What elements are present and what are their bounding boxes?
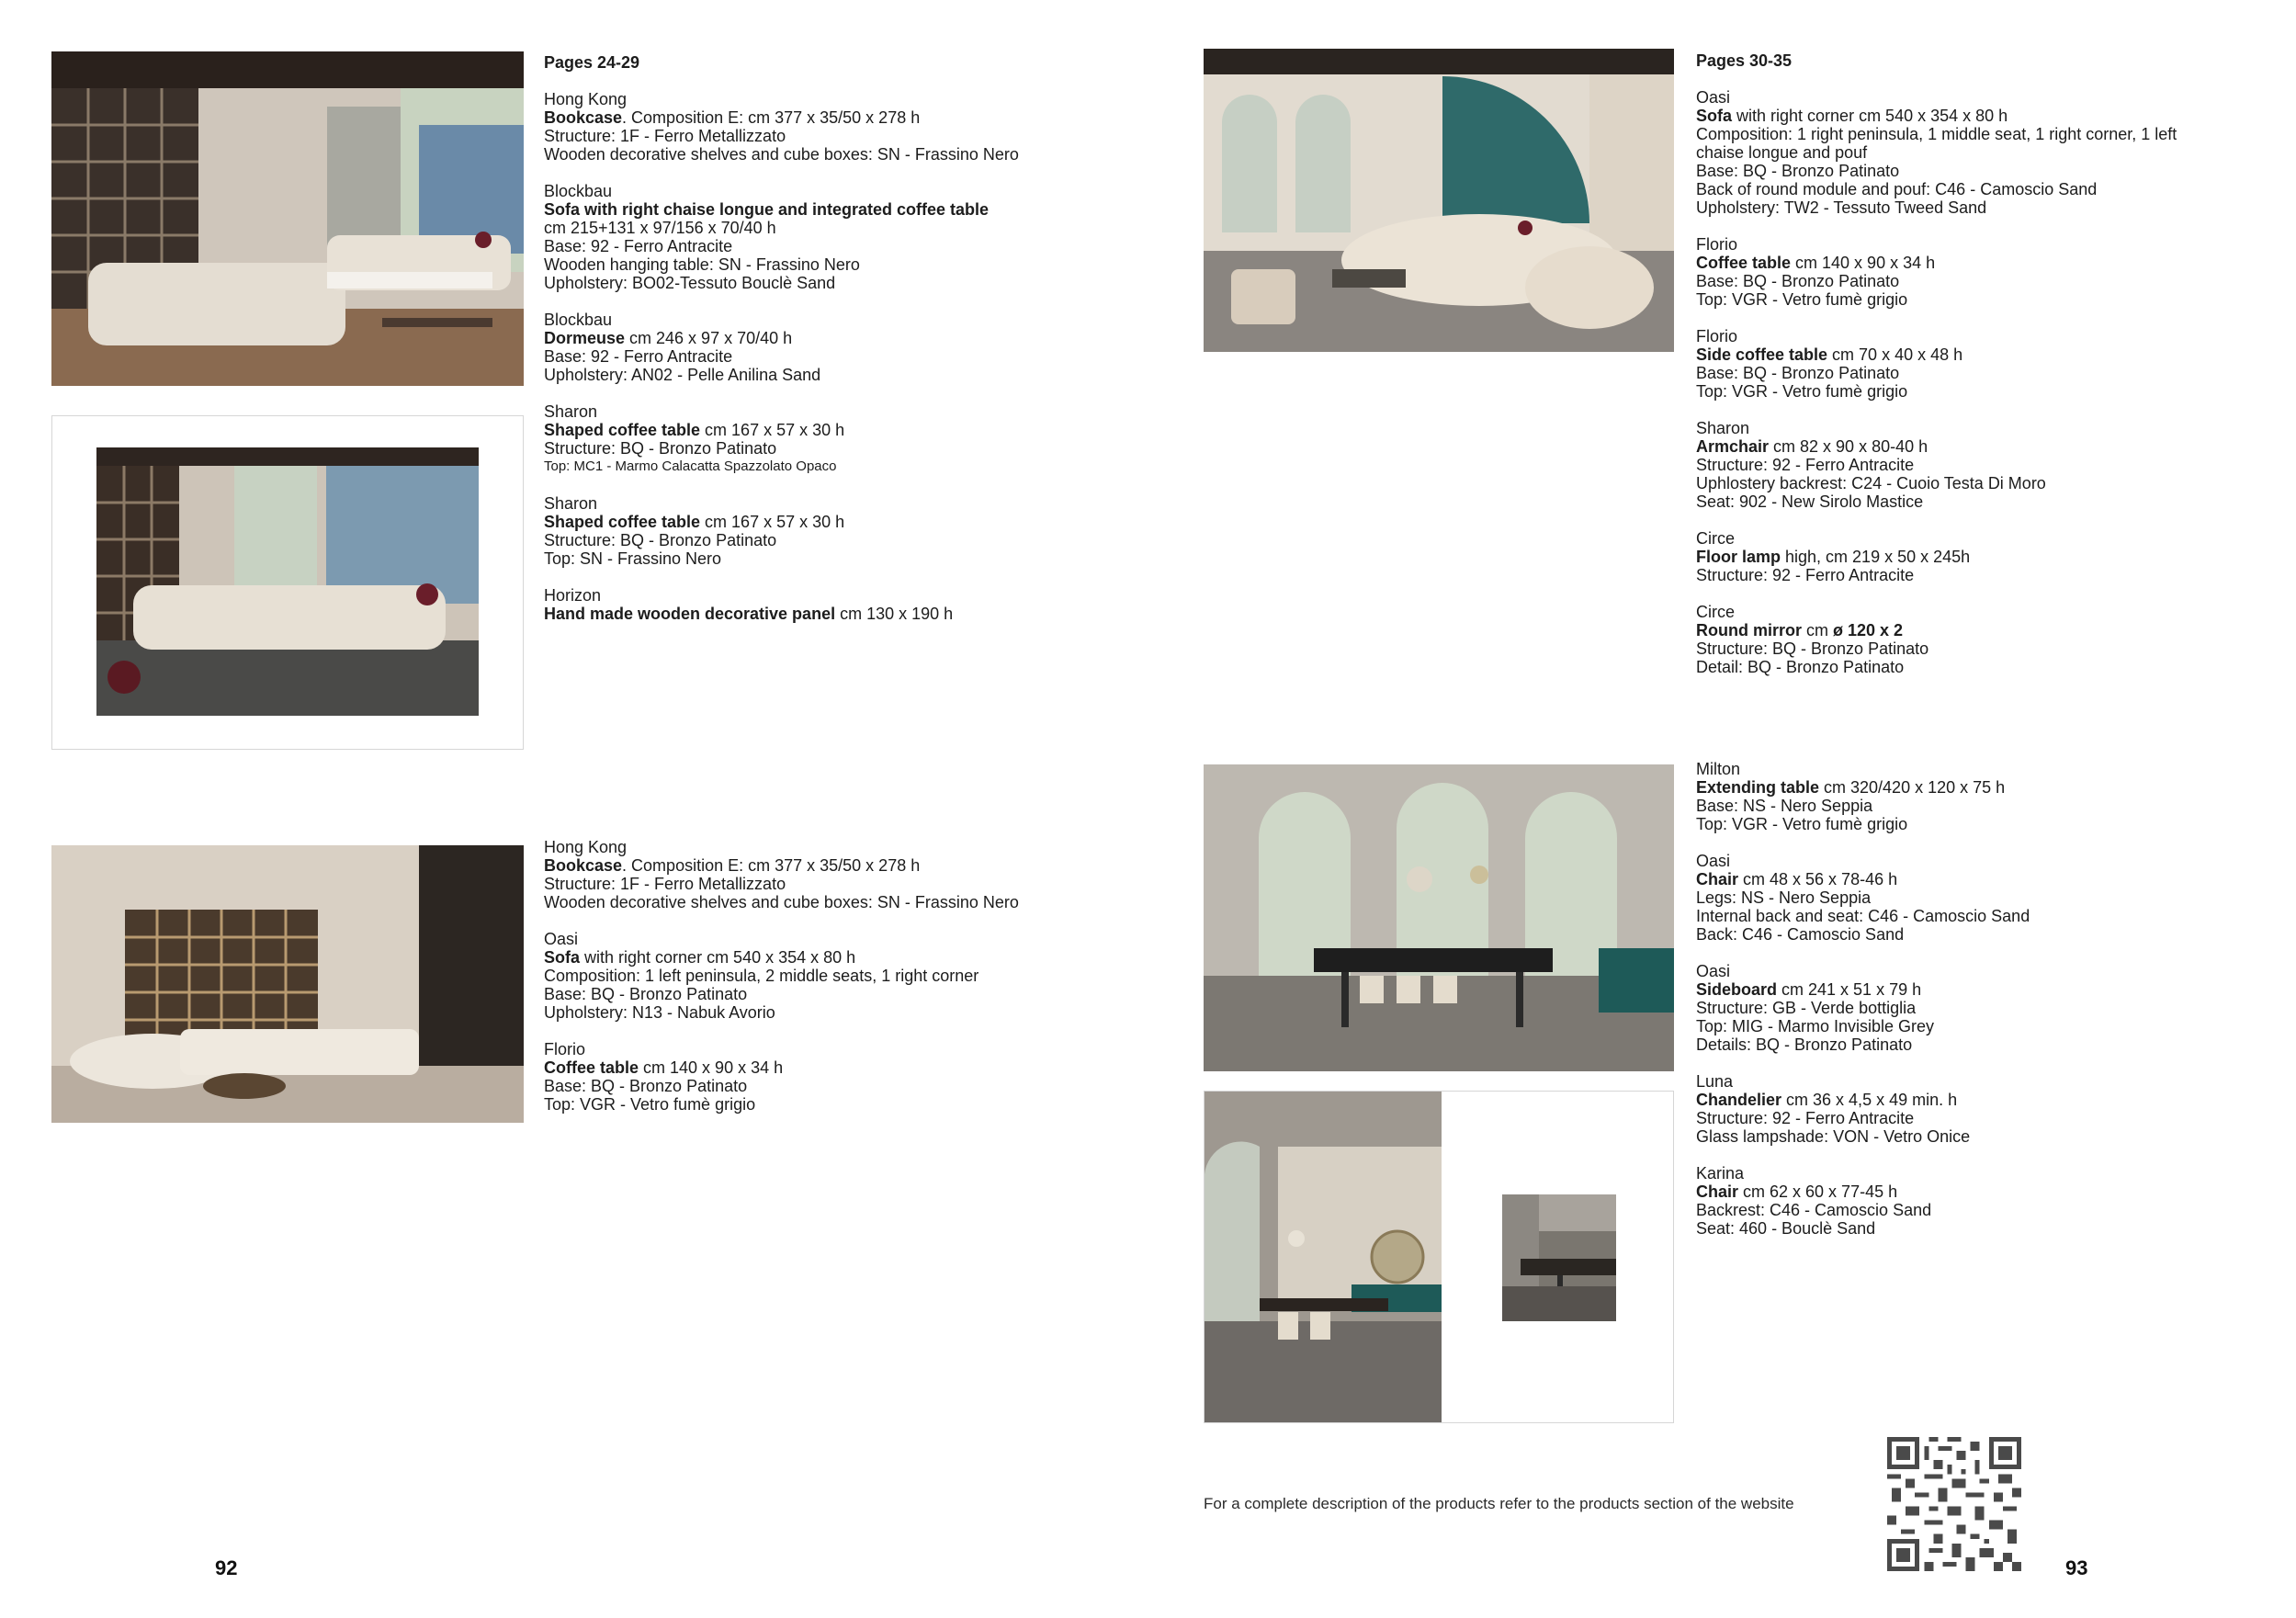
entry-name: Florio	[544, 1040, 586, 1058]
entry-spec: cm	[1802, 621, 1833, 639]
entry-oasi-sideboard	[1696, 962, 2211, 1054]
entry-detail: Base: 92 - Ferro Antracite	[544, 347, 733, 366]
entry-karina-chair	[1696, 1164, 2211, 1238]
entry-detail: Structure: 92 - Ferro Antracite	[1696, 566, 1915, 584]
photo-living-room-bookcase	[51, 51, 524, 386]
entry-florio-side-table	[1696, 327, 2211, 401]
entry-spec: high, cm 219 x 50 x 245h	[1781, 548, 1971, 566]
entry-detail: Legs: NS - Nero Seppia	[1696, 888, 1872, 907]
entry-spec: cm 130 x 190 h	[835, 605, 954, 623]
entry-name: Hong Kong	[544, 838, 628, 856]
entry-detail: Top: MIG - Marmo Invisible Grey	[1696, 1017, 1935, 1035]
entry-name: Florio	[1696, 327, 1738, 345]
page-number-left: 92	[215, 1556, 238, 1579]
entry-horizon-panel	[544, 586, 1058, 623]
entry-detail: Top: SN - Frassino Nero	[544, 549, 722, 568]
entry-name: Milton	[1696, 760, 1741, 778]
entry-detail: Upholstery: BO02-Tessuto Bouclè Sand	[544, 274, 836, 292]
entry-detail: Seat: 902 - New Sirolo Mastice	[1696, 492, 1924, 511]
entry-spec: cm 140 x 90 x 34 h	[639, 1058, 784, 1077]
entry-oasi-chair	[1696, 852, 2211, 944]
entry-detail: Base: BQ - Bronzo Patinato	[544, 1077, 748, 1095]
entry-florio-coffee-table-right	[1696, 235, 2211, 309]
entry-spec: . Composition E: cm 377 x 35/50 x 278 h	[622, 856, 921, 875]
photo-dining-detail-inset	[1502, 1194, 1616, 1321]
entry-name: Luna	[1696, 1072, 1734, 1091]
entry-product: Shaped coffee table	[544, 513, 701, 531]
entry-name: Circe	[1696, 603, 1736, 621]
footer-note: For a complete description of the products refer to the products section of the website	[1204, 1495, 1794, 1512]
photo-dining-room-mirror	[1205, 1092, 1442, 1423]
entry-spec: cm 62 x 60 x 77-45 h	[1738, 1182, 1898, 1201]
entry-spec: cm 140 x 90 x 34 h	[1791, 254, 1936, 272]
text-column-left-bottom	[544, 838, 1058, 1114]
entry-product: Extending table	[1696, 778, 1820, 797]
entry-detail: Top: VGR - Vetro fumè grigio	[1696, 290, 1908, 309]
entry-spec: with right corner cm 540 x 354 x 80 h	[1732, 107, 2008, 125]
entry-detail: Base: BQ - Bronzo Patinato	[1696, 162, 1900, 180]
entry-product: Dormeuse	[544, 329, 626, 347]
entry-product: Coffee table	[1696, 254, 1792, 272]
entry-sharon-coffee-table-1	[544, 402, 1058, 476]
entry-milton-table	[1696, 760, 2211, 833]
entry-product: Sofa with right chaise longue and integrated coffee table	[544, 200, 990, 219]
entry-detail: Glass lampshade: VON - Vetro Onice	[1696, 1127, 1971, 1146]
entry-oasi-sofa-right	[1696, 88, 2211, 217]
pages-label: Pages 30-35	[1696, 51, 1793, 70]
entry-detail: Back: C46 - Camoscio Sand	[1696, 925, 1905, 944]
entry-product: Bookcase	[544, 108, 623, 127]
page-number-right: 93	[2065, 1556, 2088, 1579]
entry-luna-chandelier	[1696, 1072, 2211, 1146]
entry-detail: Top: VGR - Vetro fumè grigio	[1696, 815, 1908, 833]
entry-spec: . Composition E: cm 377 x 35/50 x 278 h	[622, 108, 921, 127]
entry-detail: Base: BQ - Bronzo Patinato	[544, 985, 748, 1003]
entry-name: Sharon	[544, 402, 598, 421]
text-column-pages-30-35	[1696, 51, 2211, 676]
photo-sofa-chaise	[96, 447, 479, 716]
entry-hong-kong-bookcase	[544, 90, 1058, 164]
entry-product: Sofa	[1696, 107, 1733, 125]
entry-detail: Detail: BQ - Bronzo Patinato	[1696, 658, 1905, 676]
entry-spec: cm 82 x 90 x 80-40 h	[1769, 437, 1928, 456]
entry-blockbau-dormeuse	[544, 311, 1058, 384]
entry-circe-mirror	[1696, 603, 2211, 676]
entry-name: Hong Kong	[544, 90, 628, 108]
entry-detail: Upholstery: N13 - Nabuk Avorio	[544, 1003, 775, 1022]
entry-oasi-sofa	[544, 930, 1058, 1022]
framed-photo-dining	[1204, 1091, 1674, 1423]
entry-product: Side coffee table	[1696, 345, 1828, 364]
entry-spec: with right corner cm 540 x 354 x 80 h	[580, 948, 856, 967]
entry-name: Oasi	[1696, 852, 1731, 870]
entry-detail: Base: NS - Nero Seppia	[1696, 797, 1873, 815]
entry-product: Floor lamp	[1696, 548, 1781, 566]
entry-product: Chair	[1696, 870, 1739, 888]
photo-dining-room-arches	[1204, 764, 1674, 1071]
entry-name: Blockbau	[544, 182, 613, 200]
entry-detail: Structure: BQ - Bronzo Patinato	[544, 439, 777, 458]
entry-detail: Structure: BQ - Bronzo Patinato	[544, 531, 777, 549]
entry-name: Horizon	[544, 586, 602, 605]
entry-detail: Wooden hanging table: SN - Frassino Nero	[544, 255, 860, 274]
entry-circe-floor-lamp	[1696, 529, 2211, 584]
entry-name: Florio	[1696, 235, 1738, 254]
entry-detail: Top: VGR - Vetro fumè grigio	[544, 1095, 756, 1114]
entry-detail: Structure: 92 - Ferro Antracite	[1696, 456, 1915, 474]
framed-photo-sofa	[51, 415, 524, 750]
entry-detail: Base: BQ - Bronzo Patinato	[1696, 364, 1900, 382]
entry-product: Armchair	[1696, 437, 1770, 456]
entry-detail: Wooden decorative shelves and cube boxes: SN - Frassino Nero	[544, 145, 1019, 164]
entry-detail: Structure: 1F - Ferro Metallizzato	[544, 875, 786, 893]
entry-detail: Back of round module and pouf: C46 - Camoscio Sand	[1696, 180, 2098, 198]
entry-detail: Structure: BQ - Bronzo Patinato	[1696, 639, 1929, 658]
entry-product: Bookcase	[544, 856, 623, 875]
entry-detail: Wooden decorative shelves and cube boxes: SN - Frassino Nero	[544, 893, 1019, 911]
entry-detail: Base: BQ - Bronzo Patinato	[1696, 272, 1900, 290]
entry-detail: Structure: 1F - Ferro Metallizzato	[544, 127, 786, 145]
entry-spec-bold: ø 120 x 2	[1833, 621, 1904, 639]
entry-product: Coffee table	[544, 1058, 639, 1077]
entry-name: Sharon	[1696, 419, 1750, 437]
entry-name: Oasi	[1696, 962, 1731, 980]
photo-corner-sofa	[51, 845, 524, 1123]
entry-detail: Details: BQ - Bronzo Patinato	[1696, 1035, 1913, 1054]
entry-detail: Composition: 1 right peninsula, 1 middle seat, 1 right corner, 1 left chaise longue and pouf	[1696, 125, 2177, 162]
entry-detail: Base: 92 - Ferro Antracite	[544, 237, 733, 255]
pages-label: Pages 24-29	[544, 53, 640, 72]
text-column-pages-24-29	[544, 53, 1058, 623]
entry-detail: Upholstery: AN02 - Pelle Anilina Sand	[544, 366, 821, 384]
qr-code-icon[interactable]	[1887, 1437, 2021, 1571]
entry-detail: Uphlostery backrest: C24 - Cuoio Testa Di Moro	[1696, 474, 2046, 492]
entry-spec: cm 167 x 57 x 30 h	[700, 513, 845, 531]
entry-detail-small: Top: MC1 - Marmo Calacatta Spazzolato Opaco	[544, 458, 837, 474]
entry-name: Sharon	[544, 494, 598, 513]
entry-sharon-armchair	[1696, 419, 2211, 511]
entry-product: Shaped coffee table	[544, 421, 701, 439]
entry-hong-kong-bookcase-2	[544, 838, 1058, 911]
entry-product: Sideboard	[1696, 980, 1778, 999]
entry-detail: Structure: 92 - Ferro Antracite	[1696, 1109, 1915, 1127]
entry-detail: Structure: GB - Verde bottiglia	[1696, 999, 1917, 1017]
entry-name: Blockbau	[544, 311, 613, 329]
entry-name: Circe	[1696, 529, 1736, 548]
entry-product: Chair	[1696, 1182, 1739, 1201]
entry-detail: Seat: 460 - Bouclè Sand	[1696, 1219, 1876, 1238]
entry-name: Oasi	[1696, 88, 1731, 107]
entry-spec: cm 246 x 97 x 70/40 h	[625, 329, 793, 347]
entry-sharon-coffee-table-2	[544, 494, 1058, 568]
entry-detail: cm 215+131 x 97/156 x 70/40 h	[544, 219, 776, 237]
entry-spec: cm 167 x 57 x 30 h	[700, 421, 845, 439]
entry-product: Chandelier	[1696, 1091, 1782, 1109]
entry-blockbau-sofa	[544, 182, 1058, 292]
entry-product: Round mirror	[1696, 621, 1802, 639]
entry-detail: Top: VGR - Vetro fumè grigio	[1696, 382, 1908, 401]
entry-spec: cm 320/420 x 120 x 75 h	[1819, 778, 2006, 797]
text-column-right-bottom	[1696, 760, 2211, 1238]
entry-spec: cm 70 x 40 x 48 h	[1827, 345, 1963, 364]
photo-arched-living-room	[1204, 49, 1674, 352]
entry-name: Karina	[1696, 1164, 1745, 1182]
entry-spec: cm 36 x 4,5 x 49 min. h	[1781, 1091, 1958, 1109]
entry-product: Hand made wooden decorative panel	[544, 605, 836, 623]
entry-product: Sofa	[544, 948, 581, 967]
entry-detail: Backrest: C46 - Camoscio Sand	[1696, 1201, 1932, 1219]
entry-detail: Upholstery: TW2 - Tessuto Tweed Sand	[1696, 198, 1987, 217]
entry-florio-coffee-table	[544, 1040, 1058, 1114]
entry-spec: cm 241 x 51 x 79 h	[1777, 980, 1922, 999]
entry-detail: Internal back and seat: C46 - Camoscio Sand	[1696, 907, 2030, 925]
entry-spec: cm 48 x 56 x 78-46 h	[1738, 870, 1898, 888]
entry-name: Oasi	[544, 930, 579, 948]
entry-detail: Composition: 1 left peninsula, 2 middle seats, 1 right corner	[544, 967, 979, 985]
